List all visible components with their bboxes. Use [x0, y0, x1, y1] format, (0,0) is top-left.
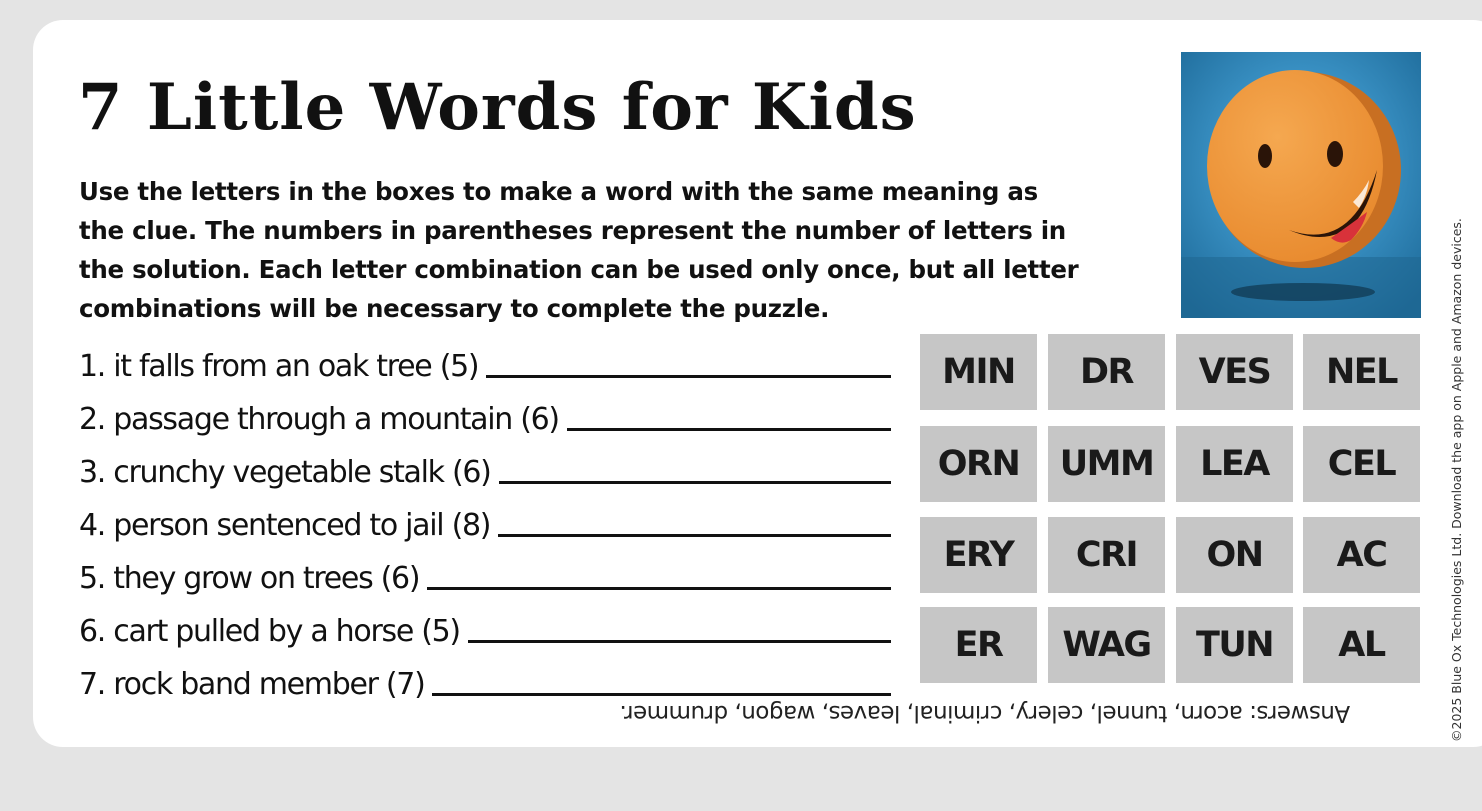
- letter-tile: CEL: [1303, 426, 1420, 502]
- instructions-text: Use the letters in the boxes to make a word with the same meaning as the clue. The numbers in parentheses represent the number of letters in the solution. Each letter combination can be used only once, but all letter combinations will be necessary to complete the puzzle.: [79, 177, 1079, 323]
- letter-tile: CRI: [1048, 517, 1165, 593]
- clue-text: 5. they grow on trees (6): [79, 561, 420, 596]
- clue-item: [79, 385, 891, 437]
- answer-blank: [567, 428, 891, 431]
- letter-tile: ORN: [920, 426, 1037, 502]
- answer-blank: [427, 587, 891, 590]
- copyright-notice: ©2025 Blue Ox Technologies Ltd. Download the app on Apple and Amazon devices.: [1449, 218, 1464, 742]
- clue-text: 1. it falls from an oak tree (5): [79, 349, 479, 384]
- clue-text: 7. rock band member (7): [79, 667, 425, 702]
- upside-down-answers: Answers: acorn, tunnel, celery, criminal, leaves, wagon, drummer.: [619, 700, 1351, 726]
- letter-tile: NEL: [1303, 334, 1420, 410]
- letter-tile: MIN: [920, 334, 1037, 410]
- answer-blank: [468, 640, 891, 643]
- clue-item: [79, 491, 891, 543]
- letter-tile: WAG: [1048, 607, 1165, 683]
- clue-item: [79, 438, 891, 490]
- letter-tile: ERY: [920, 517, 1037, 593]
- letter-tile: AC: [1303, 517, 1420, 593]
- puzzle-title: 7 Little Words for Kids: [78, 70, 917, 145]
- clue-item: [79, 650, 891, 702]
- letter-tile: LEA: [1176, 426, 1293, 502]
- letter-tile: DR: [1048, 334, 1165, 410]
- clue-text: 6. cart pulled by a horse (5): [79, 614, 460, 649]
- answer-blank: [486, 375, 891, 378]
- letter-tile: VES: [1176, 334, 1293, 410]
- answer-blank: [498, 534, 891, 537]
- orange-smiley-icon: [1181, 52, 1421, 318]
- answer-blank: [499, 481, 891, 484]
- letter-tile: UMM: [1048, 426, 1165, 502]
- clue-item: [79, 544, 891, 596]
- letter-tile: ER: [920, 607, 1037, 683]
- clue-text: 2. passage through a mountain (6): [79, 402, 559, 437]
- answer-blank: [432, 693, 891, 696]
- clue-text: 4. person sentenced to jail (8): [79, 508, 491, 543]
- clue-item: [79, 332, 891, 384]
- clue-text: 3. crunchy vegetable stalk (6): [79, 455, 491, 490]
- letter-tile: AL: [1303, 607, 1420, 683]
- letter-tile: ON: [1176, 517, 1293, 593]
- clue-item: [79, 597, 891, 649]
- letter-tile: TUN: [1176, 607, 1293, 683]
